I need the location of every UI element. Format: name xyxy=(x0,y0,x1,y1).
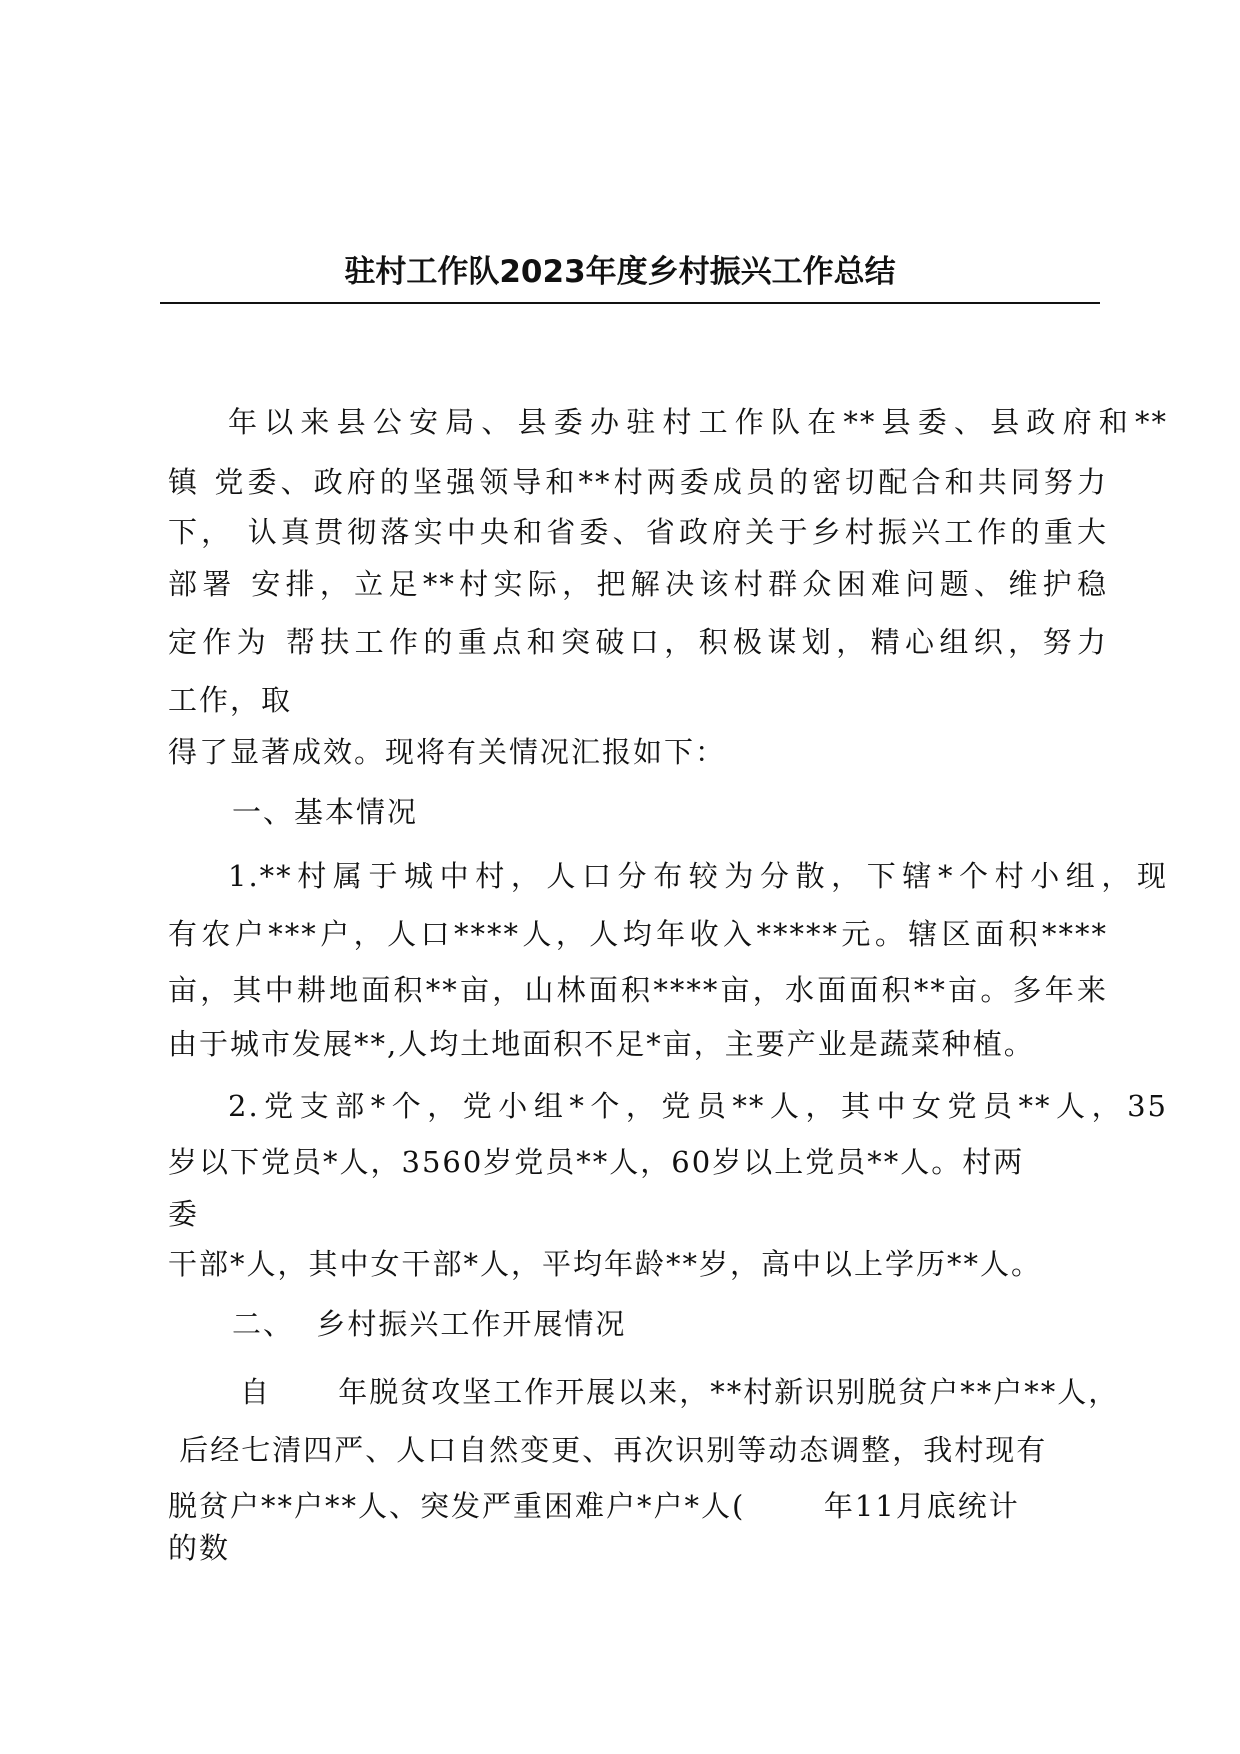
document-title: 驻村工作队2023年度乡村振兴工作总结 xyxy=(344,254,896,290)
paragraph-line: 部署 安排，立足**村实际，把解决该村群众困难问题、维护稳 xyxy=(168,567,1108,601)
paragraph-line: 自 年脱贫攻坚工作开展以来，**村新识别脱贫户**户**人， xyxy=(240,1375,1120,1409)
paragraph-line: 干部*人，其中女干部*人，平均年龄**岁，高中以上学历**人。 xyxy=(168,1247,1043,1281)
paragraph-line: 委 xyxy=(168,1197,200,1231)
paragraph-line: 亩，其中耕地面积**亩，山林面积****亩，水面面积**亩。多年来 xyxy=(168,973,1108,1007)
paragraph-line: 脱贫户**户**人、突发严重困难户*户*人( 年11月底统计 xyxy=(168,1489,1020,1523)
paragraph-line: 的数 xyxy=(168,1531,231,1565)
paragraph-line: 定作为 帮扶工作的重点和突破口，积极谋划，精心组织，努力 xyxy=(168,625,1108,659)
paragraph-line: 下， 认真贯彻落实中央和省委、省政府关于乡村振兴工作的重大 xyxy=(168,515,1108,549)
paragraph-line: 岁以下党员*人，3560岁党员**人，60岁以上党员**人。村两 xyxy=(168,1145,1025,1179)
paragraph-line: 有农户***户，人口****人，人均年收入*****元。辖区面积**** xyxy=(168,917,1108,951)
paragraph-line: 镇 党委、政府的坚强领导和**村两委成员的密切配合和共同努力 xyxy=(168,465,1108,499)
section-heading: 一、基本情况 xyxy=(232,795,419,829)
section-heading: 二、 乡村振兴工作开展情况 xyxy=(232,1307,627,1341)
paragraph-line: 由于城市发展**,人均土地面积不足*亩，主要产业是蔬菜种植。 xyxy=(168,1027,1035,1061)
paragraph-line: 2.党支部*个，党小组*个，党员**人，其中女党员**人，35 xyxy=(228,1089,1168,1123)
paragraph-line: 年以来县公安局、县委办驻村工作队在**县委、县政府和** xyxy=(228,405,1168,439)
paragraph-line: 后经七清四严、人口自然变更、再次识别等动态调整，我村现有 xyxy=(168,1433,1048,1467)
paragraph-line: 得了显著成效。现将有关情况汇报如下： xyxy=(168,735,727,769)
title-underline xyxy=(160,302,1100,304)
paragraph-line: 1.**村属于城中村，人口分布较为分散，下辖*个村小组，现 xyxy=(228,859,1168,893)
paragraph-line: 工作，取 xyxy=(168,683,293,717)
